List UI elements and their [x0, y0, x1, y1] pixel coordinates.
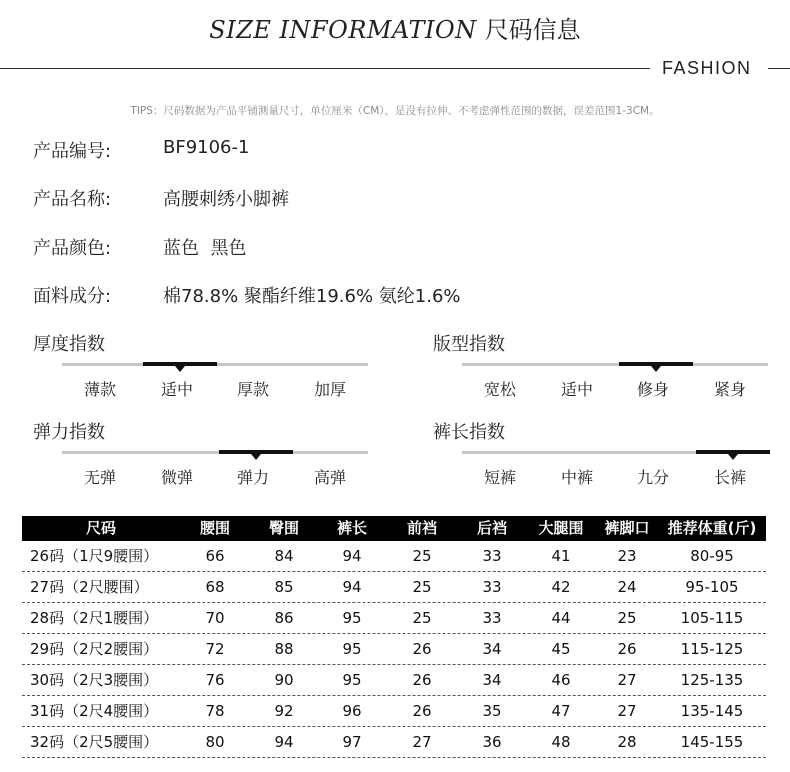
value-cell: 46 — [551, 671, 571, 689]
size-cell: 26码（1尺9腰围） — [30, 547, 159, 565]
scale-pointer — [251, 454, 261, 460]
value-cell: 135-145 — [680, 702, 744, 720]
value-cell: 47 — [551, 702, 571, 720]
table-row — [22, 696, 766, 727]
value-cell: 28 — [617, 733, 637, 751]
fashion-tag: FASHION — [662, 58, 752, 78]
value-cell: 35 — [482, 702, 502, 720]
value-cell: 70 — [205, 609, 225, 627]
header-back-rise: 后裆 — [476, 519, 507, 537]
value-cell: 68 — [205, 578, 225, 596]
title-en: SIZE INFORMATION — [209, 16, 477, 44]
value-cell: 26 — [412, 640, 432, 658]
value-cell: 90 — [274, 671, 294, 689]
header-front-rise: 前裆 — [406, 519, 437, 537]
scale-option: 宽松 — [483, 380, 516, 399]
value-cell: 23 — [617, 547, 637, 565]
value-cell: 66 — [205, 547, 225, 565]
header-hip: 臀围 — [268, 519, 299, 537]
value-cell: 80-95 — [690, 547, 734, 565]
table-row — [22, 603, 766, 634]
scale-option: 适中 — [160, 380, 193, 399]
fabric-label: 面料成分: — [33, 286, 112, 307]
scale-option: 微弹 — [160, 468, 193, 487]
size-cell: 31码（2尺4腰围） — [30, 702, 159, 720]
scale-option: 适中 — [560, 380, 593, 399]
value-cell: 95 — [342, 640, 362, 658]
value-cell: 34 — [482, 640, 502, 658]
size-cell: 30码（2尺3腰围） — [30, 671, 159, 689]
header-thigh: 大腿围 — [538, 519, 584, 537]
scale-option: 薄款 — [83, 380, 116, 399]
value-cell: 95 — [342, 671, 362, 689]
value-cell: 27 — [617, 671, 637, 689]
table-row — [22, 541, 766, 572]
table-body — [22, 541, 766, 758]
header-waist: 腰围 — [199, 519, 230, 537]
stretch-index-title: 弹力指数 — [33, 422, 105, 443]
stretch-scale — [62, 451, 368, 501]
fit-scale — [462, 363, 768, 413]
scale-pointer — [175, 366, 185, 372]
size-cell: 28码（2尺1腰围） — [30, 609, 159, 627]
table-row — [22, 572, 766, 603]
value-cell: 105-115 — [680, 609, 744, 627]
value-cell: 25 — [412, 578, 432, 596]
table-header — [22, 516, 766, 541]
scale-option: 加厚 — [313, 380, 346, 399]
table-row — [22, 665, 766, 696]
thickness-index-title: 厚度指数 — [33, 334, 105, 355]
value-cell: 42 — [551, 578, 571, 596]
header-divider-right — [768, 68, 790, 69]
thickness-scale — [62, 363, 368, 413]
value-cell: 80 — [205, 733, 225, 751]
length-scale — [462, 451, 768, 501]
value-cell: 25 — [412, 609, 432, 627]
value-cell: 45 — [551, 640, 571, 658]
value-cell: 85 — [274, 578, 294, 596]
value-cell: 33 — [482, 547, 502, 565]
scale-option: 弹力 — [236, 468, 269, 487]
value-cell: 125-135 — [680, 671, 744, 689]
value-cell: 26 — [412, 702, 432, 720]
scale-pointer — [651, 366, 661, 372]
scale-option: 短裤 — [483, 468, 516, 487]
length-index-title: 裤长指数 — [433, 422, 505, 443]
value-cell: 86 — [274, 609, 294, 627]
header-weight: 推荐体重(斤) — [667, 519, 757, 537]
product-name-value: 高腰刺绣小脚裤 — [163, 189, 289, 210]
value-cell: 41 — [551, 547, 571, 565]
scale-option: 中裤 — [560, 468, 593, 487]
value-cell: 94 — [274, 733, 294, 751]
header-divider-left — [0, 68, 650, 69]
value-cell: 33 — [482, 609, 502, 627]
scale-track — [62, 451, 368, 454]
product-name-label: 产品名称: — [33, 189, 112, 210]
value-cell: 26 — [412, 671, 432, 689]
value-cell: 95-105 — [685, 578, 739, 596]
size-cell: 32码（2尺5腰围） — [30, 733, 159, 751]
tips-note: TIPS：尺码数据为产品平铺测量尺寸，单位厘米（CM），是没有拉伸、不考虑弹性范围的数据，误差范围1-3CM。 — [130, 105, 660, 117]
size-cell: 27码（2尺腰围） — [30, 578, 149, 596]
value-cell: 145-155 — [680, 733, 744, 751]
value-cell: 24 — [617, 578, 637, 596]
value-cell: 96 — [342, 702, 362, 720]
page-title — [0, 10, 790, 45]
value-cell: 27 — [617, 702, 637, 720]
header-leg-opening: 裤脚口 — [604, 519, 650, 537]
value-cell: 84 — [274, 547, 294, 565]
value-cell: 88 — [274, 640, 294, 658]
scale-option: 高弹 — [313, 468, 346, 487]
product-code-value: BF9106-1 — [163, 137, 250, 158]
scale-option: 紧身 — [713, 380, 746, 399]
value-cell: 34 — [482, 671, 502, 689]
value-cell: 78 — [205, 702, 225, 720]
header-length: 裤长 — [336, 519, 367, 537]
value-cell: 72 — [205, 640, 225, 658]
value-cell: 94 — [342, 578, 362, 596]
product-code-label: 产品编号: — [33, 141, 112, 162]
value-cell: 44 — [551, 609, 571, 627]
fit-index-title: 版型指数 — [433, 334, 505, 355]
fabric-value: 棉78.8% 聚酯纤维19.6% 氨纶1.6% — [163, 286, 461, 307]
size-cell: 29码（2尺2腰围） — [30, 640, 159, 658]
scale-pointer — [728, 454, 738, 460]
title-cn: 尺码信息 — [484, 16, 581, 44]
value-cell: 94 — [342, 547, 362, 565]
scale-option: 修身 — [636, 380, 669, 399]
scale-option: 厚款 — [236, 380, 269, 399]
scale-option: 九分 — [636, 468, 669, 487]
value-cell: 33 — [482, 578, 502, 596]
value-cell: 27 — [412, 733, 432, 751]
value-cell: 115-125 — [680, 640, 744, 658]
scale-option: 长裤 — [713, 468, 746, 487]
table-row — [22, 727, 766, 758]
scale-option: 无弹 — [83, 468, 116, 487]
product-color-label: 产品颜色: — [33, 238, 112, 259]
table-row — [22, 634, 766, 665]
value-cell: 26 — [617, 640, 637, 658]
value-cell: 92 — [274, 702, 294, 720]
product-color-value: 蓝色 黑色 — [163, 238, 247, 259]
value-cell: 36 — [482, 733, 502, 751]
value-cell: 95 — [342, 609, 362, 627]
header-size: 尺码 — [85, 519, 116, 537]
size-table — [22, 516, 766, 758]
value-cell: 97 — [342, 733, 362, 751]
value-cell: 76 — [205, 671, 225, 689]
value-cell: 25 — [412, 547, 432, 565]
value-cell: 25 — [617, 609, 637, 627]
scale-track — [462, 363, 768, 366]
value-cell: 48 — [551, 733, 571, 751]
